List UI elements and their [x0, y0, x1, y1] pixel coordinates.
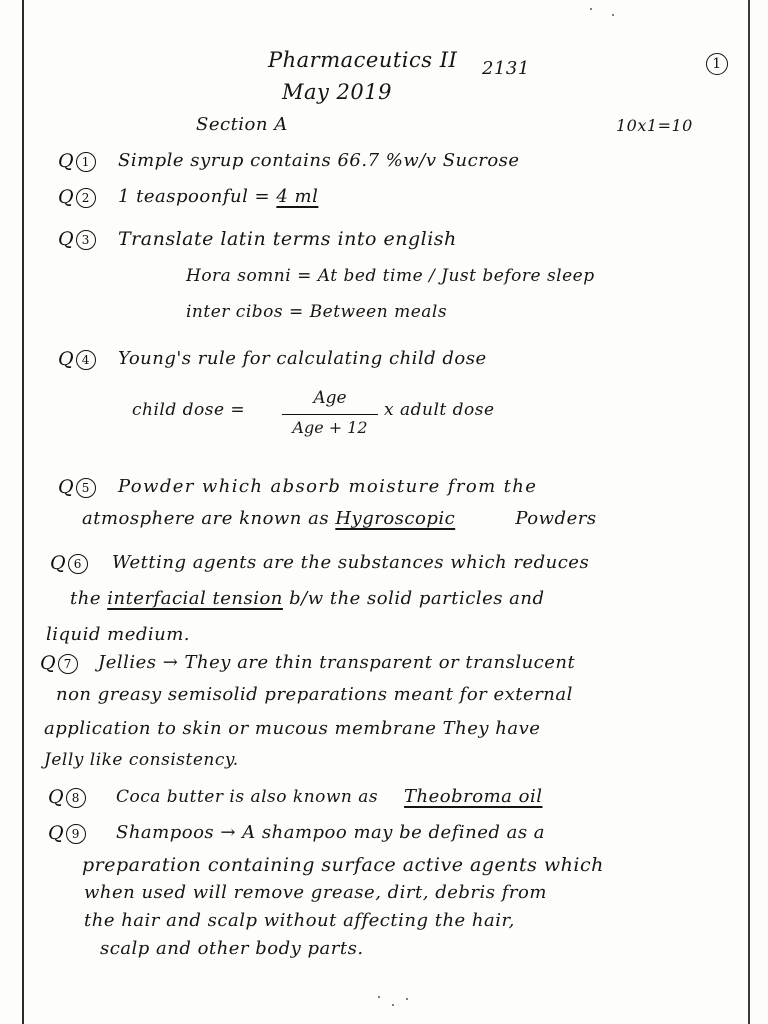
q6-line-1: Wetting agents are the substances which reduces	[112, 552, 590, 573]
q7-line-1: Jellies → They are thin transparent or translucent	[98, 652, 576, 673]
q4-fraction-bar	[282, 414, 378, 415]
q7-line-3: application to skin or mucous membrane They have	[44, 718, 541, 739]
question-number-6: Q 6	[50, 552, 88, 574]
right-margin-rule	[748, 0, 750, 1024]
q6-line-2: the interfacial tension b/w the solid particles and	[70, 588, 545, 609]
q2-answer-line: 1 teaspoonful = 4 ml	[118, 186, 319, 207]
q1-answer-line: Simple syrup contains 66.7 %w/v Sucrose	[118, 150, 520, 171]
scan-speck	[378, 996, 380, 998]
q4-formula-label: child dose =	[132, 400, 246, 420]
q9-line-2: preparation containing surface active agents which	[82, 854, 604, 876]
q4-formula-tail: x adult dose	[384, 400, 495, 420]
q5-answer: Hygroscopic	[335, 508, 456, 529]
q4-prompt: Young's rule for calculating child dose	[118, 348, 487, 369]
question-number-5: Q 5	[58, 476, 96, 498]
question-number-2: Q 2	[58, 186, 96, 208]
section-heading: Section A	[196, 114, 288, 135]
q7-line-4: Jelly like consistency.	[44, 750, 239, 770]
scan-speck	[406, 998, 408, 1000]
q8-answer: Theobroma oil	[404, 786, 543, 807]
scan-speck	[590, 8, 592, 10]
page-number: 1	[706, 53, 728, 75]
q9-line-5: scalp and other body parts.	[100, 938, 364, 959]
subject-code: 2131	[482, 58, 530, 79]
q3-term-1: Hora somni = At bed time / Just before sleep	[186, 266, 595, 286]
q4-denominator: Age + 12	[292, 418, 368, 437]
q5-line-2: atmosphere are known as Hygroscopic Powders	[82, 508, 597, 529]
question-number-1: Q 1	[58, 150, 96, 172]
question-number-8: Q 8	[48, 786, 86, 808]
scan-speck	[392, 1004, 394, 1006]
q5-line-1: Powder which absorb moisture from the	[118, 476, 538, 497]
q3-term-2: inter cibos = Between meals	[186, 302, 448, 322]
subject-title: Pharmaceutics II	[268, 48, 458, 72]
q8-answer-line: Coca butter is also known as Theobroma oil	[116, 786, 543, 807]
marks-label: 10x1=10	[616, 116, 693, 135]
q2-answer: 4 ml	[276, 186, 319, 207]
left-margin-rule	[22, 0, 24, 1024]
question-number-7: Q 7	[40, 652, 78, 674]
q9-line-3: when used will remove grease, dirt, debris from	[84, 882, 547, 903]
q7-line-2: non greasy semisolid preparations meant for external	[56, 684, 573, 705]
q6-answer: interfacial tension	[107, 588, 283, 609]
q9-line-1: Shampoos → A shampoo may be defined as a	[116, 822, 546, 843]
q3-prompt: Translate latin terms into english	[118, 228, 457, 250]
exam-date: May 2019	[282, 80, 393, 104]
q6-line-3: liquid medium.	[46, 624, 191, 645]
question-number-9: Q 9	[48, 822, 86, 844]
question-number-3: Q 3	[58, 228, 96, 250]
q4-numerator: Age	[313, 388, 347, 408]
q9-line-4: the hair and scalp without affecting the hair,	[84, 910, 515, 931]
question-number-4: Q 4	[58, 348, 96, 370]
scan-speck	[612, 14, 614, 16]
